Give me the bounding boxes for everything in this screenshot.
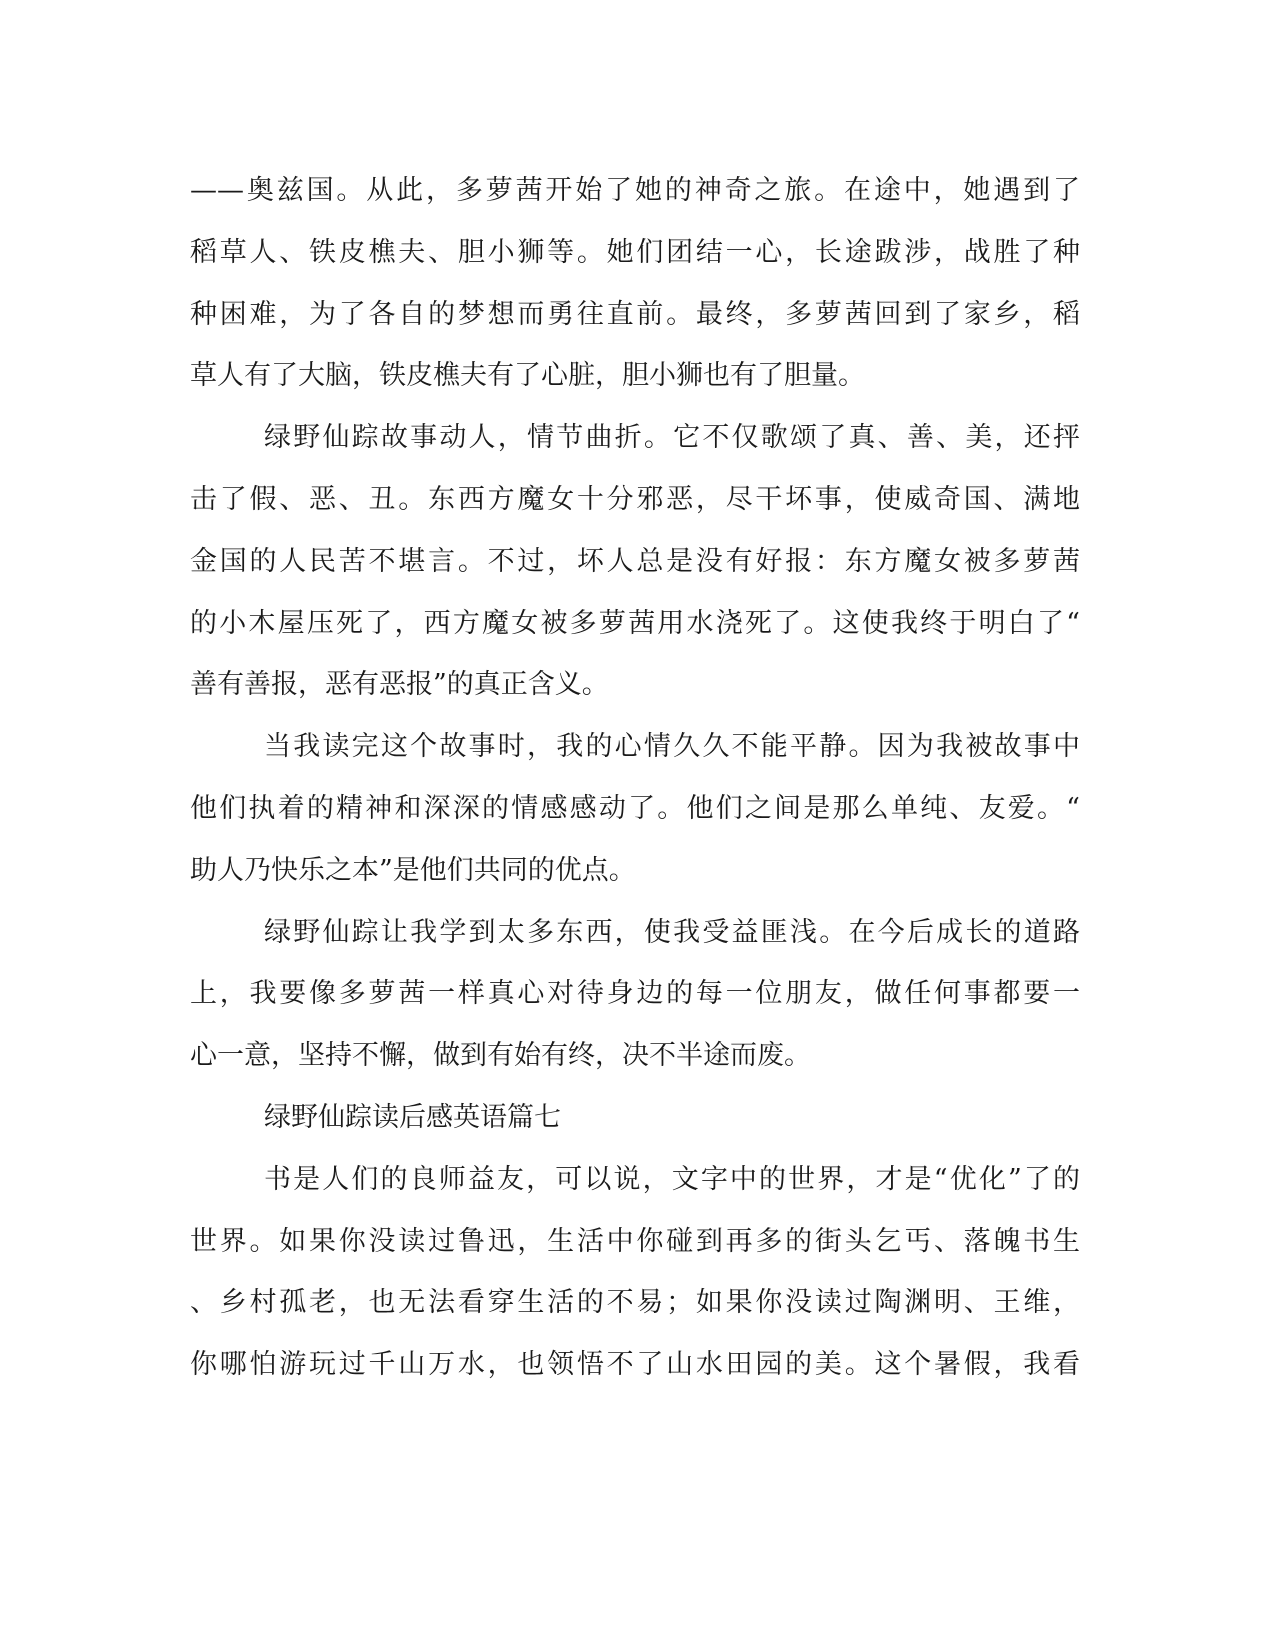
text-line: 击了假、恶、丑。东西方魔女十分邪恶，尽干坏事，使威奇国、满地: [190, 483, 1080, 515]
section-heading: 绿野仙踪读后感英语篇七: [264, 1101, 561, 1133]
body-text: [190, 160, 1080, 1396]
paragraph-first-line: 绿野仙踪故事动人，情节曲折。它不仅歌颂了真、善、美，还抨: [264, 422, 1080, 454]
text-line: ——奥兹国。从此，多萝茜开始了她的神奇之旅。在途中，她遇到了: [190, 175, 1080, 206]
text-line: 世界。如果你没读过鲁迅，生活中你碰到再多的街头乞丐、落魄书生: [190, 1225, 1080, 1257]
text-line: 种困难，为了各自的梦想而勇往直前。最终，多萝茜回到了家乡，稻: [190, 298, 1080, 330]
text-line: 助人乃快乐之本”是他们共同的优点。: [190, 854, 636, 886]
text-line: 善有善报，恶有恶报”的真正含义。: [190, 669, 609, 701]
text-line: 金国的人民苦不堪言。不过，坏人总是没有好报：东方魔女被多萝茜: [190, 545, 1080, 577]
text-line: 、乡村孤老，也无法看穿生活的不易；如果你没读过陶渊明、王维，: [190, 1287, 1080, 1319]
paragraph-first-line: 绿野仙踪让我学到太多东西，使我受益匪浅。在今后成长的道路: [264, 916, 1080, 948]
paragraph-first-line: 书是人们的良师益友，可以说，文字中的世界，才是“优化”了的: [264, 1163, 1080, 1195]
text-line: 他们执着的精神和深深的情感感动了。他们之间是那么单纯、友爱。“: [190, 792, 1080, 824]
text-line: 心一意，坚持不懈，做到有始有终，决不半途而废。: [190, 1040, 811, 1072]
paragraph-first-line: 当我读完这个故事时，我的心情久久不能平静。因为我被故事中: [264, 731, 1080, 763]
text-line: 的小木屋压死了，西方魔女被多萝茜用水浇死了。这使我终于明白了“: [190, 607, 1080, 639]
text-line: 稻草人、铁皮樵夫、胆小狮等。她们团结一心，长途跋涉，战胜了种: [190, 236, 1080, 268]
text-line: 上，我要像多萝茜一样真心对待身边的每一位朋友，做任何事都要一: [190, 978, 1080, 1010]
text-line: 你哪怕游玩过千山万水，也领悟不了山水田园的美。这个暑假，我看: [190, 1349, 1080, 1381]
text-line: 草人有了大脑，铁皮樵夫有了心脏，胆小狮也有了胆量。: [190, 360, 865, 392]
